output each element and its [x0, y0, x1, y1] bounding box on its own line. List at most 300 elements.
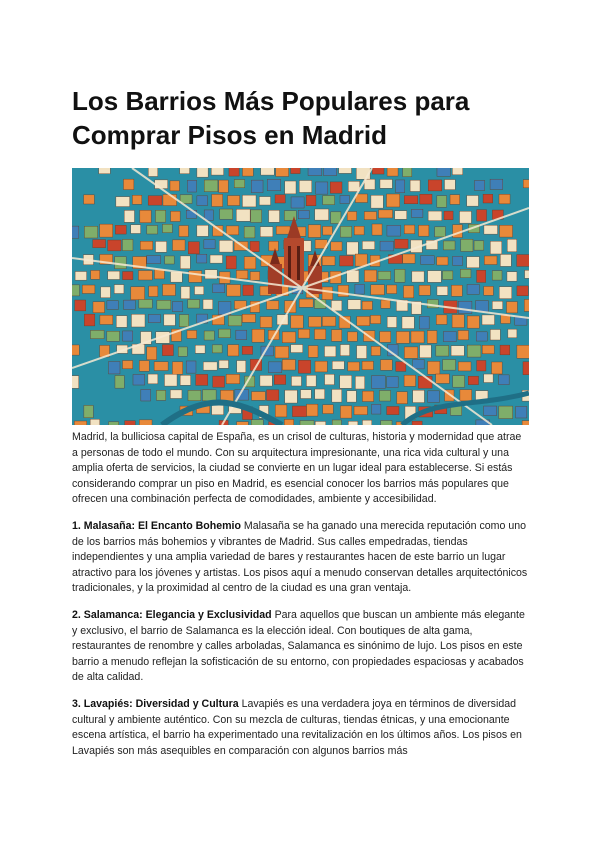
- city-block: [322, 317, 335, 326]
- city-block: [397, 392, 408, 404]
- city-block: [203, 390, 217, 401]
- city-block: [100, 315, 113, 324]
- city-block: [413, 359, 424, 368]
- city-block: [460, 269, 471, 277]
- city-block: [499, 287, 512, 299]
- city-block: [147, 225, 158, 234]
- city-block: [315, 209, 329, 220]
- city-block: [74, 421, 86, 425]
- city-block: [282, 360, 295, 371]
- city-block: [523, 180, 529, 188]
- city-block: [412, 271, 424, 282]
- city-block: [443, 241, 455, 250]
- city-block: [163, 284, 176, 295]
- city-block: [72, 226, 79, 238]
- city-block: [114, 285, 124, 294]
- city-block: [242, 346, 252, 354]
- city-block: [213, 376, 225, 387]
- city-block: [292, 406, 306, 417]
- city-block: [132, 195, 141, 204]
- city-block: [362, 301, 372, 309]
- city-block: [308, 168, 322, 176]
- city-block: [188, 300, 200, 308]
- city-block: [355, 254, 367, 266]
- city-block: [517, 255, 529, 267]
- city-block: [428, 211, 442, 221]
- city-block: [461, 239, 473, 251]
- city-block: [197, 225, 209, 236]
- city-block: [364, 270, 376, 282]
- city-block: [412, 421, 422, 425]
- city-block: [396, 362, 406, 372]
- city-block: [140, 241, 152, 250]
- city-block: [203, 362, 217, 370]
- city-block: [276, 168, 289, 176]
- city-block: [428, 180, 442, 191]
- city-block: [322, 256, 335, 265]
- city-block: [474, 241, 484, 250]
- city-block: [484, 286, 494, 295]
- city-block: [244, 257, 256, 269]
- city-block: [308, 346, 318, 358]
- city-block: [490, 179, 503, 189]
- city-block: [306, 375, 316, 386]
- city-block: [490, 241, 501, 254]
- city-block: [122, 239, 132, 250]
- city-block: [298, 210, 309, 218]
- city-block: [371, 195, 383, 208]
- city-block: [187, 180, 196, 192]
- city-block: [162, 345, 173, 356]
- city-block: [474, 180, 484, 190]
- city-block: [347, 212, 356, 221]
- city-block: [468, 376, 478, 384]
- city-block: [188, 242, 199, 254]
- section-heading: 2. Salamanca: Elegancia y Exclusividad: [72, 608, 272, 621]
- city-block: [186, 361, 196, 373]
- city-block: [252, 329, 264, 342]
- city-block: [84, 195, 95, 204]
- city-block: [116, 316, 127, 328]
- city-block: [484, 406, 497, 415]
- city-block: [428, 271, 442, 283]
- city-block: [204, 180, 218, 192]
- city-block: [413, 390, 425, 402]
- city-block: [109, 362, 120, 374]
- city-block: [269, 210, 280, 222]
- city-block: [419, 225, 429, 236]
- city-block: [75, 300, 86, 311]
- hero-image: [72, 168, 529, 425]
- city-block: [91, 270, 100, 279]
- city-block: [180, 168, 190, 174]
- city-block: [179, 315, 188, 327]
- city-block: [411, 331, 424, 343]
- city-block: [484, 374, 493, 382]
- city-block: [219, 329, 231, 338]
- city-block: [291, 345, 303, 353]
- city-block: [443, 331, 456, 341]
- city-block: [250, 241, 259, 251]
- city-block: [339, 168, 352, 173]
- city-block: [251, 210, 262, 223]
- city-block: [507, 272, 517, 281]
- city-block: [227, 285, 241, 297]
- city-block: [522, 421, 529, 425]
- section-lavapies: [72, 697, 530, 759]
- city-block: [228, 315, 241, 325]
- city-block: [226, 374, 240, 383]
- city-block: [443, 271, 453, 280]
- city-block: [436, 374, 450, 383]
- city-block: [180, 375, 190, 385]
- city-block: [170, 390, 182, 399]
- city-block: [229, 168, 239, 176]
- city-block: [220, 209, 233, 219]
- city-block: [458, 362, 471, 371]
- city-block: [197, 196, 208, 206]
- city-block: [331, 330, 341, 342]
- city-block: [404, 196, 418, 204]
- city-block: [467, 284, 479, 294]
- city-block: [411, 209, 422, 217]
- city-block: [226, 256, 236, 269]
- city-block: [242, 168, 253, 176]
- city-block: [484, 256, 497, 265]
- city-block: [165, 256, 174, 264]
- city-block: [387, 194, 400, 207]
- city-block: [155, 210, 165, 222]
- city-block: [492, 301, 502, 309]
- city-block: [387, 317, 397, 328]
- city-block: [324, 346, 335, 357]
- city-block: [340, 195, 349, 203]
- city-block: [291, 376, 301, 386]
- city-block: [437, 286, 448, 295]
- city-block: [284, 419, 294, 425]
- city-block: [252, 392, 266, 401]
- city-block: [437, 196, 447, 207]
- city-block: [173, 240, 186, 251]
- city-block: [348, 421, 358, 425]
- city-block: [492, 362, 503, 374]
- city-block: [93, 302, 105, 313]
- city-block: [395, 269, 405, 282]
- city-block: [306, 404, 317, 416]
- city-block: [387, 168, 398, 176]
- city-block: [309, 317, 322, 327]
- city-block: [269, 241, 278, 251]
- city-block: [99, 168, 111, 174]
- city-block: [362, 361, 373, 370]
- city-block: [420, 316, 430, 329]
- city-block: [444, 180, 455, 190]
- city-block: [204, 240, 215, 249]
- city-block: [139, 299, 152, 308]
- city-block: [237, 361, 246, 373]
- city-block: [195, 286, 204, 294]
- city-block: [125, 421, 136, 425]
- city-block: [90, 419, 100, 425]
- city-block: [244, 227, 255, 238]
- city-block: [420, 256, 434, 265]
- city-block: [291, 197, 304, 208]
- city-block: [219, 240, 233, 252]
- city-block: [395, 239, 408, 248]
- city-block: [243, 285, 254, 295]
- city-block: [330, 182, 342, 193]
- intro-paragraph: Madrid, la bulliciosa capital de España, es un crisol de culturas, historia y modernidad que atrae a personas de todo el mundo. Con su arquitectura impresionante, una rica vida cultural y una amplia oferta de servicios, la ciudad se convierte en un lugar ideal para establecerse. Si estás considerando comprar un piso en Madrid, es esencial conocer los barrios más populares que ofrecen una combinación perfecta de comodidades, ambiente y accesibilidad.: [72, 431, 522, 506]
- city-block: [378, 271, 391, 279]
- city-block: [179, 226, 188, 237]
- city-block: [381, 360, 393, 371]
- city-block: [437, 168, 450, 176]
- city-block: [315, 361, 327, 372]
- city-block: [499, 375, 509, 385]
- city-block: [82, 285, 95, 293]
- city-block: [123, 361, 133, 369]
- city-block: [315, 389, 325, 399]
- city-block: [347, 391, 356, 402]
- city-block: [402, 317, 414, 329]
- city-block: [197, 168, 208, 177]
- city-block: [323, 405, 333, 414]
- city-block: [148, 374, 158, 384]
- city-block: [285, 390, 298, 403]
- city-block: [525, 270, 529, 278]
- city-block: [340, 406, 351, 418]
- city-block: [140, 210, 151, 222]
- city-block: [147, 347, 157, 360]
- city-block: [362, 391, 373, 401]
- city-block: [451, 285, 462, 296]
- city-block: [450, 195, 460, 205]
- city-block: [75, 271, 87, 280]
- city-block: [476, 301, 489, 312]
- city-block: [380, 241, 394, 251]
- city-block: [178, 347, 187, 356]
- city-block: [380, 179, 392, 188]
- city-block: [435, 227, 446, 237]
- city-block: [524, 299, 529, 311]
- city-block: [260, 227, 273, 237]
- city-block: [219, 180, 228, 192]
- city-block: [403, 254, 415, 263]
- city-block: [379, 210, 393, 218]
- city-block: [306, 195, 316, 205]
- city-block: [380, 331, 391, 342]
- city-block: [131, 225, 141, 234]
- city-block: [477, 210, 487, 221]
- city-block: [354, 226, 364, 235]
- city-block: [212, 345, 222, 353]
- city-block: [381, 421, 392, 425]
- city-block: [357, 346, 367, 359]
- city-block: [100, 224, 113, 237]
- city-block: [226, 226, 238, 235]
- page-title: Los Barrios Más Populares para Comprar Pisos en Madrid: [72, 86, 470, 150]
- city-block: [139, 361, 149, 372]
- city-block: [340, 256, 353, 266]
- section-heading: 3. Lavapiés: Diversidad y Cultura: [72, 697, 239, 710]
- city-block: [298, 360, 310, 373]
- city-block: [157, 300, 171, 309]
- city-block: [219, 360, 229, 368]
- city-block: [340, 226, 351, 237]
- city-block: [427, 331, 437, 344]
- city-block: [301, 390, 312, 399]
- city-block: [460, 390, 472, 401]
- city-block: [90, 330, 104, 338]
- city-block: [84, 405, 93, 417]
- city-block: [452, 315, 464, 328]
- city-block: [267, 301, 279, 310]
- city-block: [242, 195, 256, 207]
- city-block: [101, 287, 111, 298]
- city-block: [476, 332, 487, 341]
- city-block: [347, 242, 358, 255]
- city-block: [517, 345, 529, 358]
- city-block: [234, 180, 245, 188]
- section-text: Lavapiés es una verdadera joya en términos de diversidad cultural y ambiente auténtico. Con su mezcla de culturas, tiendas étnicas, y una emocionante escena artística, el barrio ha experimentado una revitalización en los últimos años. Los pisos en Lavapiés son más asequibles en comparación con algunos barrios más: [72, 697, 522, 757]
- city-block: [323, 226, 333, 235]
- city-block: [149, 286, 158, 296]
- city-block: [387, 225, 401, 236]
- city-block: [316, 182, 328, 194]
- city-block: [115, 257, 126, 269]
- city-block: [348, 300, 361, 310]
- city-block: [195, 345, 205, 353]
- city-block: [395, 211, 407, 220]
- city-block: [325, 374, 335, 384]
- city-block: [443, 360, 456, 371]
- city-block: [131, 287, 145, 300]
- city-block: [236, 270, 248, 278]
- city-block: [275, 346, 289, 358]
- city-block: [477, 270, 486, 282]
- city-block: [109, 422, 119, 425]
- city-block: [203, 299, 213, 309]
- city-block: [507, 239, 517, 252]
- city-block: [396, 180, 405, 193]
- city-block: [444, 211, 453, 220]
- city-block: [115, 225, 126, 234]
- city-block: [123, 331, 133, 341]
- city-block: [268, 362, 281, 373]
- city-block: [213, 284, 225, 293]
- city-block: [357, 316, 370, 325]
- city-block: [467, 345, 481, 357]
- city-block: [354, 406, 367, 414]
- city-block: [477, 360, 486, 370]
- city-block: [107, 301, 118, 310]
- city-block: [420, 194, 432, 204]
- city-block: [404, 347, 417, 358]
- city-block: [250, 272, 260, 281]
- city-block: [467, 316, 479, 328]
- city-block: [274, 375, 286, 384]
- city-block: [148, 168, 157, 176]
- city-block: [355, 376, 364, 389]
- section-salamanca: [72, 608, 530, 686]
- city-block: [133, 374, 145, 385]
- city-block: [72, 345, 79, 355]
- city-block: [500, 225, 513, 237]
- city-block: [138, 271, 152, 280]
- city-block: [108, 271, 120, 279]
- city-block: [484, 225, 498, 234]
- city-block: [436, 315, 447, 325]
- city-block: [156, 241, 167, 252]
- city-block: [147, 256, 161, 264]
- city-block: [267, 179, 280, 190]
- city-block: [172, 362, 182, 374]
- city-block: [453, 256, 463, 265]
- city-block: [500, 345, 510, 355]
- city-block: [188, 390, 201, 400]
- city-block: [315, 421, 326, 425]
- city-block: [84, 314, 95, 326]
- city-block: [348, 332, 358, 341]
- city-block: [458, 301, 472, 313]
- city-block: [323, 196, 335, 205]
- city-block: [204, 331, 214, 340]
- city-block: [387, 377, 398, 388]
- city-block: [298, 329, 309, 338]
- city-block: [291, 315, 303, 328]
- city-block: [124, 300, 136, 309]
- city-block: [299, 180, 312, 192]
- city-block: [237, 422, 249, 425]
- city-block: [410, 180, 420, 191]
- city-block: [340, 375, 352, 388]
- city-block: [260, 375, 272, 386]
- city-block: [340, 345, 349, 356]
- city-block: [212, 404, 224, 415]
- city-block: [467, 195, 479, 206]
- city-block: [236, 330, 247, 340]
- city-block: [381, 300, 390, 308]
- city-block: [180, 256, 190, 269]
- city-block: [308, 225, 320, 238]
- city-block: [372, 224, 382, 235]
- city-block: [228, 345, 239, 356]
- city-block: [507, 302, 518, 313]
- city-block: [276, 226, 290, 234]
- city-block: [84, 226, 97, 238]
- article-body: [72, 430, 530, 770]
- city-block: [403, 168, 412, 177]
- city-block: [322, 287, 333, 300]
- city-block: [148, 314, 160, 322]
- city-block: [124, 210, 134, 222]
- city-block: [331, 242, 342, 251]
- city-block: [331, 212, 341, 224]
- city-block: [452, 168, 462, 175]
- city-block: [72, 376, 79, 389]
- city-block: [482, 345, 494, 353]
- city-block: [396, 331, 409, 343]
- city-block: [154, 362, 168, 371]
- city-block: [500, 254, 511, 266]
- city-block: [355, 284, 364, 294]
- city-block: [197, 254, 207, 263]
- city-block: [107, 331, 120, 341]
- city-block: [212, 194, 223, 206]
- city-block: [123, 179, 133, 189]
- city-block: [314, 329, 325, 339]
- city-block: [372, 168, 384, 174]
